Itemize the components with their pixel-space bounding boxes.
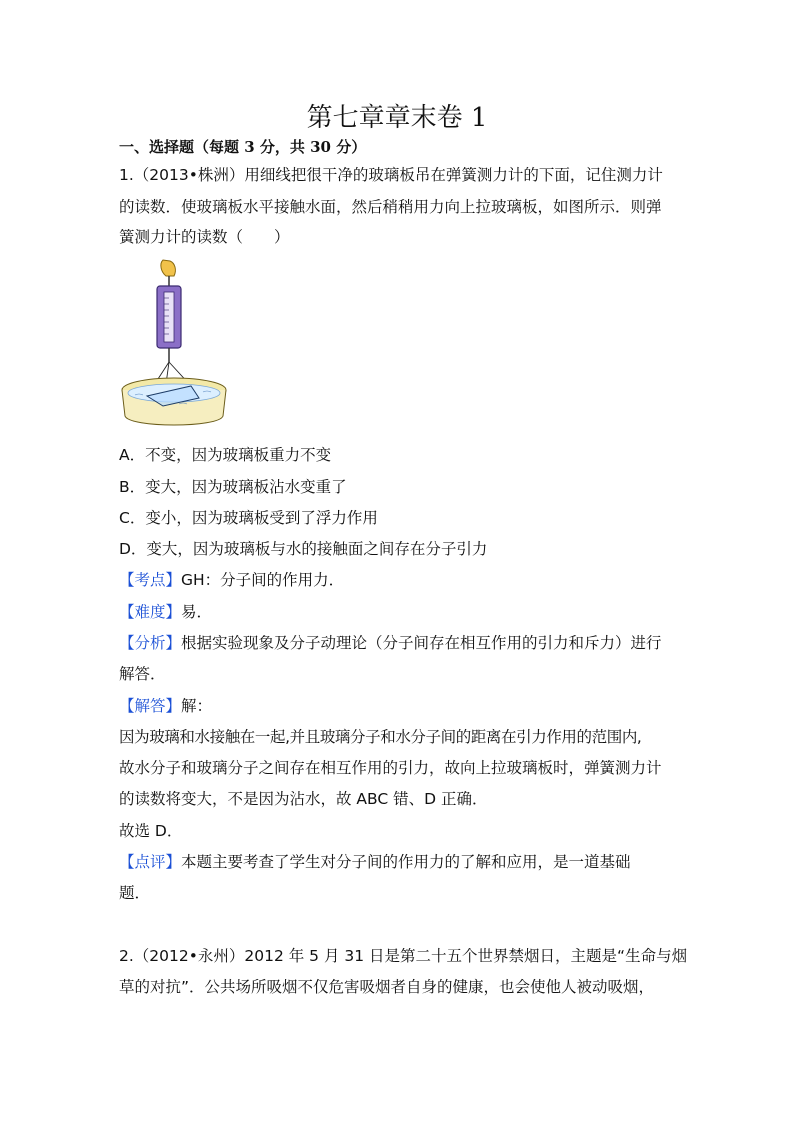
q1-option-c: C．变小，因为玻璃板受到了浮力作用 <box>119 509 378 527</box>
fenxi-text: 根据实验现象及分子动理论（分子间存在相互作用的引力和斥力）进行 <box>181 634 662 652</box>
q1-option-a: A．不变，因为玻璃板重力不变 <box>119 446 332 464</box>
fenxi-row <box>119 632 679 654</box>
fenxi-tag: 【分析】 <box>119 634 182 652</box>
jieda-line: 因为玻璃和水接触在一起,并且玻璃分子和水分子间的距离在引力作用的范围内, <box>119 728 642 746</box>
page-title: 第七章章末卷 1 <box>306 103 488 133</box>
q2-stem-line: 2.（2012•永州）2012 年 5 月 31 日是第二十五个世界禁烟日，主题是“生命与烟 <box>119 947 688 965</box>
q1-option-d: D．变大，因为玻璃板与水的接触面之间存在分子引力 <box>119 540 488 558</box>
jieda-line: 的读数将变大，不是因为沾水，故 ABC 错、D 正确． <box>119 790 488 808</box>
q1-stem-line: 的读数．使玻璃板水平接触水面，然后稍稍用力向上拉玻璃板，如图所示．则弹 <box>119 198 662 216</box>
jieda-line: 故水分子和玻璃分子之间存在相互作用的引力，故向上拉玻璃板时，弹簧测力计 <box>119 759 662 777</box>
nandu-text: 易． <box>181 603 213 621</box>
dianping-line: 题． <box>119 884 151 902</box>
fenxi-line: 解答． <box>119 665 166 683</box>
nandu-row <box>119 601 679 623</box>
section-heading: 一、选择题（每题 3 分，共 30 分） <box>119 138 367 156</box>
jieda-line: 故选 D． <box>119 822 183 840</box>
nandu-tag: 【难度】 <box>119 603 182 621</box>
q1-stem-line: 簧测力计的读数（ ） <box>119 228 290 246</box>
hand-icon <box>161 260 176 276</box>
jieda-row <box>119 695 679 717</box>
kaodian-tag: 【考点】 <box>119 571 182 589</box>
dianping-tag: 【点评】 <box>119 853 182 871</box>
spring-scale-figure <box>119 258 229 430</box>
jieda-head: 解： <box>181 697 213 715</box>
kaodian-text: GH：分子间的作用力． <box>181 571 345 589</box>
dianping-text: 本题主要考查了学生对分子间的作用力的了解和应用，是一道基础 <box>181 853 631 871</box>
q1-stem-line: 1.（2013•株洲）用细线把很干净的玻璃板吊在弹簧测力计的下面，记住测力计 <box>119 166 663 184</box>
dianping-row <box>119 851 679 873</box>
scale-window <box>164 292 174 342</box>
q2-stem-line: 草的对抗”．公共场所吸烟不仅危害吸烟者自身的健康，也会使他人被动吸烟， <box>119 978 655 996</box>
q1-option-b: B．变大，因为玻璃板沾水变重了 <box>119 478 347 496</box>
kaodian-row <box>119 569 679 591</box>
jieda-tag: 【解答】 <box>119 697 182 715</box>
